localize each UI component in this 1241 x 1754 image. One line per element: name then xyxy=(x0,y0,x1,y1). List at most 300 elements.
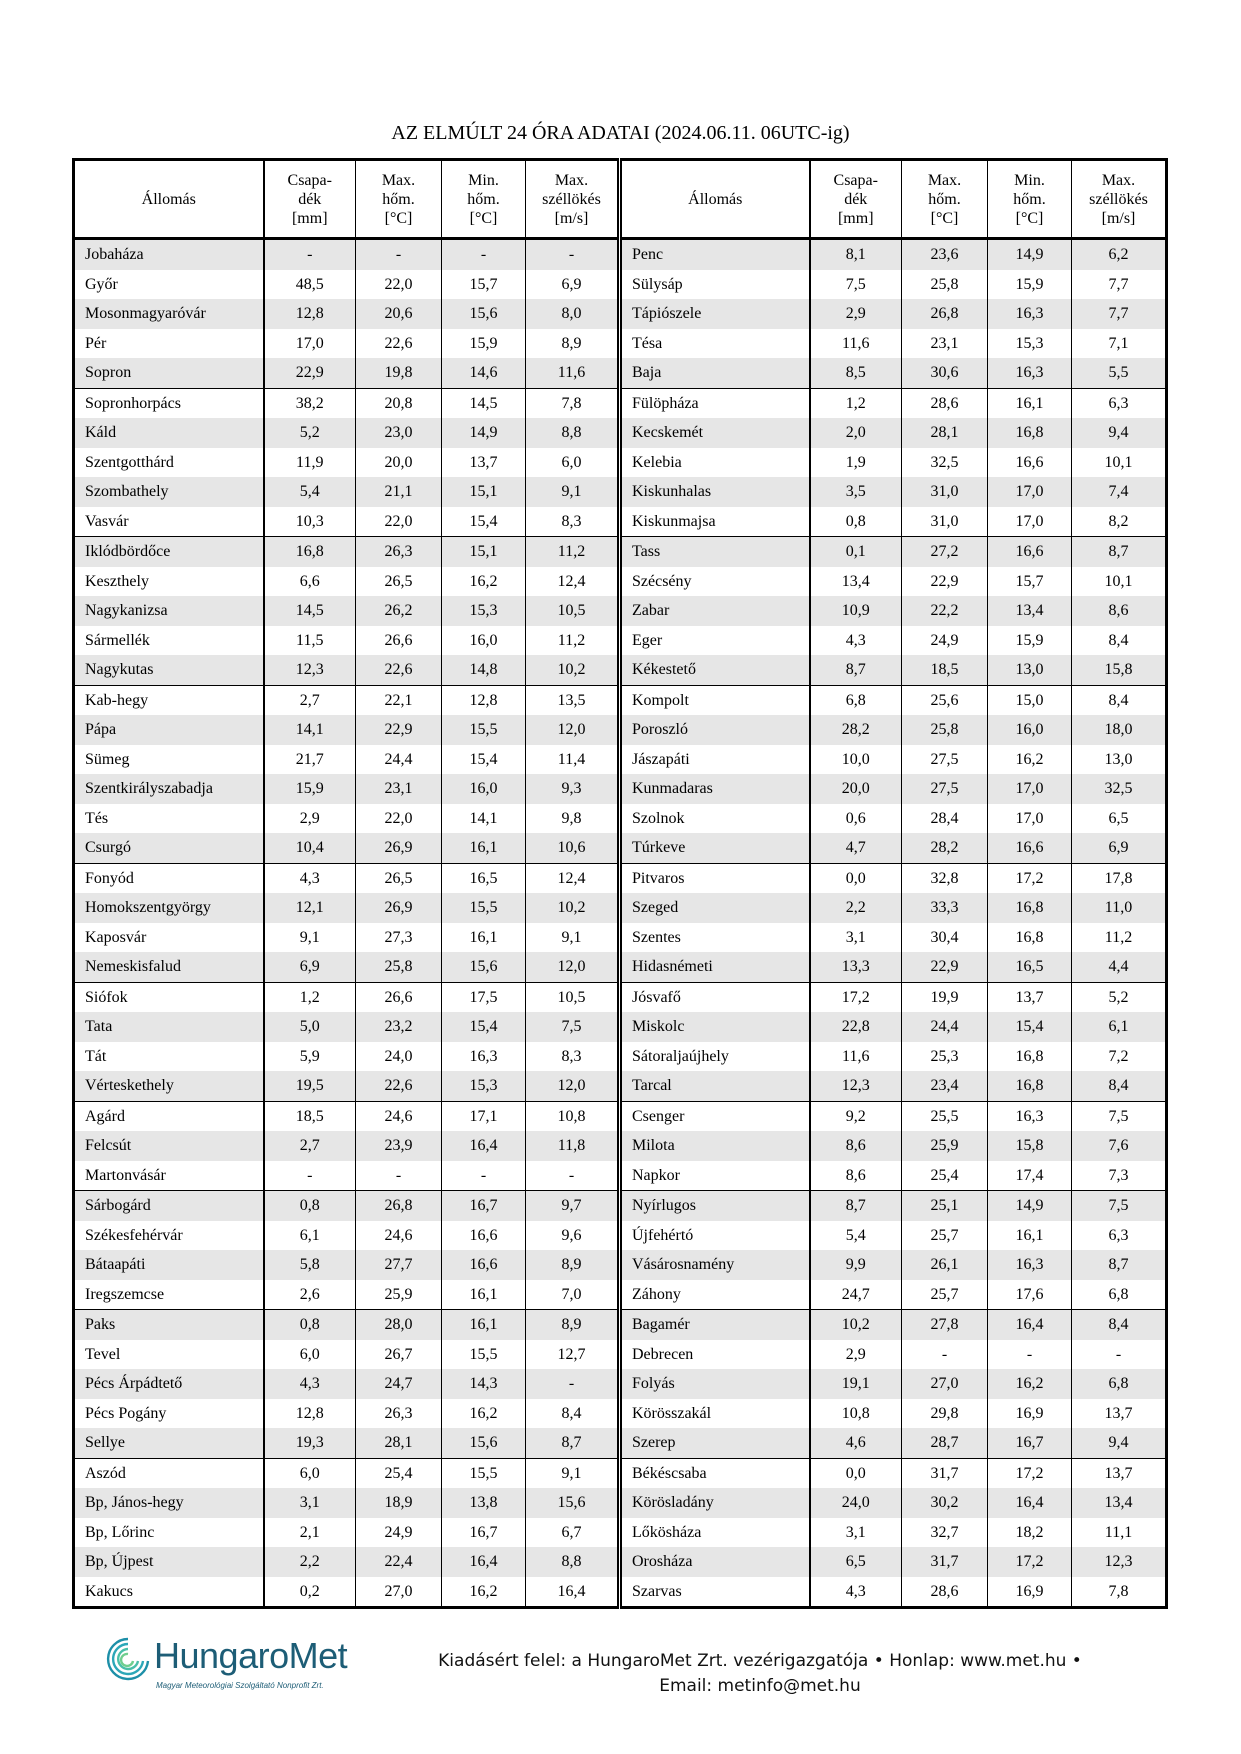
gust-cell: 8,9 xyxy=(526,1310,620,1340)
precip-cell: 2,9 xyxy=(810,1340,902,1370)
table-row xyxy=(74,1399,1167,1429)
precip-cell: 9,9 xyxy=(810,1250,902,1280)
tmin-cell: 16,2 xyxy=(442,1577,526,1608)
gust-cell: 9,7 xyxy=(526,1191,620,1221)
tmax-cell: 31,0 xyxy=(902,477,988,507)
tmax-cell: 25,7 xyxy=(902,1221,988,1251)
footer-line-publisher: Kiadásért felel: a HungaroMet Zrt. vezérigazgatója • Honlap: www.met.hu • xyxy=(438,1651,1082,1671)
station-name-cell: Szentes xyxy=(620,923,810,953)
precip-cell: 18,5 xyxy=(264,1101,356,1131)
table-row xyxy=(74,1131,1167,1161)
tmax-cell: 27,7 xyxy=(356,1250,442,1280)
gust-cell: 8,2 xyxy=(1072,507,1167,537)
station-name-cell: Hidasnémeti xyxy=(620,952,810,982)
weather-data-table xyxy=(72,158,1168,1609)
station-name-cell: Újfehértó xyxy=(620,1221,810,1251)
tmax-cell: 25,5 xyxy=(902,1101,988,1131)
tmax-cell: 19,8 xyxy=(356,358,442,388)
table-row xyxy=(74,982,1167,1012)
station-name-cell: Szentkirályszabadja xyxy=(74,774,264,804)
station-name-cell: Szentgotthárd xyxy=(85,453,174,471)
precip-cell: 17,2 xyxy=(810,982,902,1012)
station-name-cell: Pécs Árpádtető xyxy=(74,1369,264,1399)
station-name-cell: Jobaháza xyxy=(74,239,264,270)
station-name-cell: Kiskunhalas xyxy=(620,477,810,507)
precip-cell: 14,5 xyxy=(264,596,356,626)
tmin-cell: 15,7 xyxy=(442,270,526,300)
table-row xyxy=(74,567,1167,597)
tmax-cell: 21,1 xyxy=(356,477,442,507)
table-row xyxy=(74,596,1167,626)
gust-cell: 6,5 xyxy=(1072,804,1167,834)
station-name-cell: Sármellék xyxy=(85,631,150,649)
station-name-cell: Felcsút xyxy=(74,1131,264,1161)
tmin-cell: 14,5 xyxy=(442,388,526,418)
tmin-cell: 15,6 xyxy=(442,1428,526,1458)
gust-cell: 12,0 xyxy=(526,952,620,982)
tmin-cell: 16,1 xyxy=(442,1280,526,1310)
table-row xyxy=(74,893,1167,923)
table-body xyxy=(74,239,1167,1608)
gust-cell: 7,7 xyxy=(1072,299,1167,329)
station-name-cell: Agárd xyxy=(74,1101,264,1131)
tmin-cell: 16,9 xyxy=(988,1577,1072,1608)
station-name-cell: Bp, János-hegy xyxy=(74,1488,264,1518)
gust-cell: 8,4 xyxy=(1072,685,1167,715)
precip-cell: 10,4 xyxy=(264,833,356,863)
gust-cell: 12,7 xyxy=(526,1340,620,1370)
header-gust: Max. széllökés [m/s] xyxy=(526,160,620,239)
tmin-cell: 16,0 xyxy=(988,715,1072,745)
station-name-cell: Kunmadaras xyxy=(620,774,810,804)
gust-cell: - xyxy=(526,239,620,270)
tmin-cell: 16,1 xyxy=(442,1310,526,1340)
station-name-cell: Sülysáp xyxy=(620,270,810,300)
precip-cell: 2,1 xyxy=(264,1518,356,1548)
table-row xyxy=(74,745,1167,775)
tmax-cell: 28,1 xyxy=(902,418,988,448)
station-name-cell: Lőkösháza xyxy=(620,1518,810,1548)
tmin-cell: 16,8 xyxy=(988,1042,1072,1072)
tmin-cell: 16,6 xyxy=(442,1250,526,1280)
tmax-cell: - xyxy=(902,1340,988,1370)
station-name-cell: Tarcal xyxy=(620,1071,810,1101)
gust-cell: 8,8 xyxy=(526,418,620,448)
station-name-cell: Jósvafő xyxy=(620,982,810,1012)
tmax-cell: 22,0 xyxy=(356,270,442,300)
station-name-cell: Milota xyxy=(620,1131,810,1161)
station-name-cell: Vasvár xyxy=(85,512,129,530)
station-name-cell: Kakucs xyxy=(85,1582,133,1600)
precip-cell: 9,1 xyxy=(264,923,356,953)
tmin-cell: 16,7 xyxy=(988,1428,1072,1458)
gust-cell: 6,3 xyxy=(1072,388,1167,418)
gust-cell: 8,6 xyxy=(1072,596,1167,626)
station-name-cell: Bagamér xyxy=(620,1310,810,1340)
station-name-cell: Kompolt xyxy=(620,685,810,715)
station-name-cell: Nagykutas xyxy=(74,655,264,685)
table-row xyxy=(74,1547,1167,1577)
logo-swirl-icon xyxy=(102,1633,154,1689)
footer-line-email: Email: metinfo@met.hu xyxy=(659,1676,861,1696)
table-row xyxy=(74,239,1167,270)
gust-cell: 9,4 xyxy=(1072,1428,1167,1458)
tmax-cell: 24,9 xyxy=(356,1518,442,1548)
gust-cell: 10,1 xyxy=(1072,567,1167,597)
tmin-cell: 15,3 xyxy=(988,329,1072,359)
precip-cell: 22,8 xyxy=(810,1012,902,1042)
station-name-cell: Szombathely xyxy=(74,477,264,507)
station-name-cell: Poroszló xyxy=(620,715,810,745)
station-name-cell: Nemeskisfalud xyxy=(74,952,264,982)
tmin-cell: 17,2 xyxy=(988,1547,1072,1577)
gust-cell: 9,3 xyxy=(526,774,620,804)
precip-cell: 1,9 xyxy=(810,448,902,478)
precip-cell: 8,1 xyxy=(810,239,902,270)
tmin-cell: 16,5 xyxy=(988,952,1072,982)
gust-cell: 10,5 xyxy=(526,596,620,626)
precip-cell: 6,9 xyxy=(264,952,356,982)
station-name-cell: Kab-hegy xyxy=(74,685,264,715)
precip-cell: 24,7 xyxy=(810,1280,902,1310)
station-name-cell: Tevel xyxy=(85,1345,121,1363)
station-name-cell: Sellye xyxy=(74,1428,264,1458)
gust-cell: 8,7 xyxy=(1072,1250,1167,1280)
precip-cell: 3,1 xyxy=(810,923,902,953)
tmin-cell: 16,6 xyxy=(988,537,1072,567)
tmax-cell: 30,4 xyxy=(902,923,988,953)
tmax-cell: 27,2 xyxy=(902,537,988,567)
tmin-cell: 16,3 xyxy=(988,299,1072,329)
precip-cell: 8,5 xyxy=(810,358,902,388)
gust-cell: 11,6 xyxy=(526,358,620,388)
table-row xyxy=(74,1191,1167,1221)
precip-cell: 4,7 xyxy=(810,833,902,863)
tmax-cell: - xyxy=(356,1161,442,1191)
tmin-cell: 16,1 xyxy=(442,833,526,863)
station-name-cell: Túrkeve xyxy=(620,833,810,863)
precip-cell: 8,7 xyxy=(810,655,902,685)
tmax-cell: 26,9 xyxy=(356,893,442,923)
tmin-cell: 16,8 xyxy=(988,893,1072,923)
gust-cell: 6,8 xyxy=(1072,1280,1167,1310)
station-name-cell: Győr xyxy=(85,275,118,293)
gust-cell: 9,4 xyxy=(1072,418,1167,448)
tmax-cell: 27,8 xyxy=(902,1310,988,1340)
gust-cell: 6,9 xyxy=(526,270,620,300)
station-name-cell: Szerep xyxy=(620,1428,810,1458)
gust-cell: 7,4 xyxy=(1072,477,1167,507)
precip-cell: 12,8 xyxy=(264,1399,356,1429)
tmax-cell: 19,9 xyxy=(902,982,988,1012)
precip-cell: 16,8 xyxy=(264,537,356,567)
station-name-cell: Csenger xyxy=(620,1101,810,1131)
station-name-cell: Folyás xyxy=(620,1369,810,1399)
tmin-cell: 17,0 xyxy=(988,507,1072,537)
tmax-cell: 25,8 xyxy=(902,270,988,300)
station-name-cell: Kiskunmajsa xyxy=(620,507,810,537)
tmin-cell: 15,6 xyxy=(442,952,526,982)
station-name-cell: Sopron xyxy=(74,358,264,388)
tmax-cell: 22,1 xyxy=(356,685,442,715)
tmax-cell: 22,9 xyxy=(902,952,988,982)
tmin-cell: 16,1 xyxy=(988,388,1072,418)
gust-cell: 6,3 xyxy=(1072,1221,1167,1251)
tmax-cell: 27,5 xyxy=(902,774,988,804)
tmin-cell: 16,6 xyxy=(988,833,1072,863)
precip-cell: 14,1 xyxy=(264,715,356,745)
tmin-cell: 17,0 xyxy=(988,804,1072,834)
gust-cell: 12,0 xyxy=(526,715,620,745)
tmin-cell: 14,1 xyxy=(442,804,526,834)
precip-cell: 5,9 xyxy=(264,1042,356,1072)
gust-cell: 9,1 xyxy=(526,923,620,953)
gust-cell: 10,6 xyxy=(526,833,620,863)
gust-cell: 16,4 xyxy=(526,1577,620,1608)
header-row xyxy=(74,160,1167,239)
tmin-cell: 15,0 xyxy=(988,685,1072,715)
tmin-cell: 15,9 xyxy=(988,626,1072,656)
gust-cell: 32,5 xyxy=(1072,774,1167,804)
tmax-cell: 22,6 xyxy=(356,1071,442,1101)
gust-cell: 13,5 xyxy=(526,685,620,715)
header-tmax: Max. hőm. [°C] xyxy=(356,160,442,239)
precip-cell: 22,9 xyxy=(264,358,356,388)
tmin-cell: 15,4 xyxy=(442,745,526,775)
tmin-cell: 14,9 xyxy=(442,418,526,448)
station-name-cell: Martonvásár xyxy=(85,1166,166,1184)
tmax-cell: 28,1 xyxy=(356,1428,442,1458)
gust-cell: 7,5 xyxy=(1072,1191,1167,1221)
table-row xyxy=(74,1161,1167,1191)
gust-cell: 11,4 xyxy=(526,745,620,775)
gust-cell: 11,0 xyxy=(1072,893,1167,923)
tmin-cell: 16,3 xyxy=(442,1042,526,1072)
station-name-cell: Szeged xyxy=(620,893,810,923)
tmin-cell: 16,3 xyxy=(988,358,1072,388)
station-name-cell: Csurgó xyxy=(74,833,264,863)
tmin-cell: 17,5 xyxy=(442,982,526,1012)
precip-cell: 11,6 xyxy=(810,329,902,359)
hungaromet-logo xyxy=(102,1633,362,1697)
station-name-cell: Nyírlugos xyxy=(620,1191,810,1221)
tmin-cell: 17,2 xyxy=(988,863,1072,893)
gust-cell: 9,1 xyxy=(526,1458,620,1488)
tmin-cell: 13,7 xyxy=(442,448,526,478)
gust-cell: - xyxy=(1072,1340,1167,1370)
precip-cell: 13,3 xyxy=(810,952,902,982)
precip-cell: 19,5 xyxy=(264,1071,356,1101)
tmin-cell: 17,0 xyxy=(988,774,1072,804)
station-name-cell: Fonyód xyxy=(74,863,264,893)
tmax-cell: 23,1 xyxy=(356,774,442,804)
tmin-cell: - xyxy=(442,1161,526,1191)
tmin-cell: 15,6 xyxy=(442,299,526,329)
tmin-cell: 15,5 xyxy=(442,715,526,745)
tmin-cell: 16,4 xyxy=(442,1131,526,1161)
precip-cell: 4,6 xyxy=(810,1428,902,1458)
station-name-cell: Tát xyxy=(85,1047,107,1065)
gust-cell: 9,8 xyxy=(526,804,620,834)
tmin-cell: 18,2 xyxy=(988,1518,1072,1548)
gust-cell: 6,1 xyxy=(1072,1012,1167,1042)
table-row xyxy=(74,685,1167,715)
tmin-cell: 16,7 xyxy=(442,1191,526,1221)
gust-cell: 7,5 xyxy=(1072,1101,1167,1131)
precip-cell: 0,8 xyxy=(810,507,902,537)
tmax-cell: 22,4 xyxy=(356,1547,442,1577)
precip-cell: 48,5 xyxy=(264,270,356,300)
tmin-cell: 16,4 xyxy=(988,1310,1072,1340)
tmax-cell: 20,8 xyxy=(356,388,442,418)
gust-cell: 12,0 xyxy=(526,1071,620,1101)
station-name-cell: Keszthely xyxy=(85,572,149,590)
header-tmin: Min. hőm. [°C] xyxy=(442,160,526,239)
gust-cell: 6,7 xyxy=(526,1518,620,1548)
precip-cell: 4,3 xyxy=(810,1577,902,1608)
tmin-cell: 15,4 xyxy=(988,1012,1072,1042)
tmin-cell: 14,3 xyxy=(442,1369,526,1399)
tmin-cell: 14,8 xyxy=(442,655,526,685)
tmax-cell: 28,7 xyxy=(902,1428,988,1458)
footer xyxy=(0,1633,1241,1713)
station-name-cell: Káld xyxy=(74,418,264,448)
gust-cell: 8,9 xyxy=(526,329,620,359)
footer-text xyxy=(430,1649,1090,1699)
tmin-cell: - xyxy=(988,1340,1072,1370)
station-name-cell: Szolnok xyxy=(620,804,810,834)
tmax-cell: 24,0 xyxy=(356,1042,442,1072)
tmin-cell: 16,1 xyxy=(442,923,526,953)
precip-cell: 20,0 xyxy=(810,774,902,804)
gust-cell: 9,1 xyxy=(526,477,620,507)
station-name-cell: Körösladány xyxy=(620,1488,810,1518)
station-name-cell: Homokszentgyörgy xyxy=(74,893,264,923)
tmin-cell: 16,4 xyxy=(442,1547,526,1577)
gust-cell: 7,5 xyxy=(526,1012,620,1042)
station-name-cell: Pápa xyxy=(74,715,264,745)
table-row xyxy=(74,1101,1167,1131)
precip-cell: 2,2 xyxy=(810,893,902,923)
tmax-cell: 22,9 xyxy=(356,715,442,745)
table-row xyxy=(74,1369,1167,1399)
logo-subtitle: Magyar Meteorológiai Szolgáltató Nonprofit Zrt. xyxy=(156,1681,324,1690)
table-row xyxy=(74,299,1167,329)
station-name-cell: Debrecen xyxy=(620,1340,810,1370)
table-row xyxy=(74,1488,1167,1518)
gust-cell: 10,2 xyxy=(526,655,620,685)
precip-cell: 10,9 xyxy=(810,596,902,626)
precip-cell: 1,2 xyxy=(264,982,356,1012)
station-name-cell: Kelebia xyxy=(620,448,810,478)
tmax-cell: 26,6 xyxy=(356,982,442,1012)
station-name-cell: Záhony xyxy=(620,1280,810,1310)
table-row xyxy=(74,1310,1167,1340)
precip-cell: 0,8 xyxy=(264,1310,356,1340)
station-name-cell: Napkor xyxy=(620,1161,810,1191)
table-row xyxy=(74,270,1167,300)
precip-cell: 8,6 xyxy=(810,1161,902,1191)
station-name-cell: Kékestető xyxy=(620,655,810,685)
weather-data-table-wrapper xyxy=(72,158,1168,1609)
gust-cell: 13,7 xyxy=(1072,1458,1167,1488)
precip-cell: 17,0 xyxy=(264,329,356,359)
tmin-cell: 15,5 xyxy=(442,1340,526,1370)
precip-cell: - xyxy=(264,239,356,270)
tmax-cell: 31,0 xyxy=(902,507,988,537)
tmax-cell: 25,7 xyxy=(902,1280,988,1310)
station-name-cell: Sümeg xyxy=(85,750,130,768)
logo-wordmark: HungaroMet xyxy=(154,1635,348,1676)
precip-cell: 5,2 xyxy=(264,418,356,448)
tmax-cell: 28,6 xyxy=(902,388,988,418)
tmin-cell: 15,5 xyxy=(442,893,526,923)
station-name-cell: Sátoraljaújhely xyxy=(620,1042,810,1072)
gust-cell: 7,2 xyxy=(1072,1042,1167,1072)
precip-cell: 19,1 xyxy=(810,1369,902,1399)
table-row xyxy=(74,358,1167,388)
gust-cell: 10,8 xyxy=(526,1101,620,1131)
precip-cell: 21,7 xyxy=(264,745,356,775)
precip-cell: 24,0 xyxy=(810,1488,902,1518)
tmin-cell: 15,4 xyxy=(442,507,526,537)
gust-cell: 8,9 xyxy=(526,1250,620,1280)
table-row xyxy=(74,626,1167,656)
tmax-cell: 31,7 xyxy=(902,1458,988,1488)
station-name-cell: Bp, Újpest xyxy=(74,1547,264,1577)
table-row xyxy=(74,952,1167,982)
tmin-cell: 17,4 xyxy=(988,1161,1072,1191)
station-name-cell: Siófok xyxy=(74,982,264,1012)
tmin-cell: 16,9 xyxy=(988,1399,1072,1429)
precip-cell: 11,5 xyxy=(264,626,356,656)
station-name-cell: Bátaapáti xyxy=(74,1250,264,1280)
precip-cell: 0,6 xyxy=(810,804,902,834)
tmax-cell: 27,0 xyxy=(902,1369,988,1399)
station-name-cell: Eger xyxy=(620,626,810,656)
table-row xyxy=(74,715,1167,745)
table-row xyxy=(74,923,1167,953)
header-station: Állomás xyxy=(74,160,264,239)
tmax-cell: 32,7 xyxy=(902,1518,988,1548)
precip-cell: - xyxy=(264,1161,356,1191)
gust-cell: 6,0 xyxy=(526,448,620,478)
tmax-cell: 27,5 xyxy=(902,745,988,775)
table-row xyxy=(74,1428,1167,1458)
tmax-cell: 26,9 xyxy=(356,833,442,863)
station-name-cell: Sárbogárd xyxy=(74,1191,264,1221)
tmin-cell: 16,3 xyxy=(988,1250,1072,1280)
header-precip: Csapa- dék [mm] xyxy=(810,160,902,239)
tmin-cell: 13,4 xyxy=(988,596,1072,626)
precip-cell: 3,1 xyxy=(264,1488,356,1518)
table-row xyxy=(74,1458,1167,1488)
precip-cell: 28,2 xyxy=(810,715,902,745)
tmin-cell: 15,7 xyxy=(988,567,1072,597)
gust-cell: 12,4 xyxy=(526,567,620,597)
precip-cell: 10,8 xyxy=(810,1399,902,1429)
station-name-cell: Tass xyxy=(620,537,810,567)
precip-cell: 2,9 xyxy=(810,299,902,329)
station-name-cell: Miskolc xyxy=(620,1012,810,1042)
station-name-cell: Körösszakál xyxy=(620,1399,810,1429)
header-gust: Max. széllökés [m/s] xyxy=(1072,160,1167,239)
station-name-cell: Kecskemét xyxy=(620,418,810,448)
station-name-cell: Tésa xyxy=(620,329,810,359)
tmin-cell: 16,2 xyxy=(442,1399,526,1429)
gust-cell: - xyxy=(526,1161,620,1191)
tmax-cell: 31,7 xyxy=(902,1547,988,1577)
